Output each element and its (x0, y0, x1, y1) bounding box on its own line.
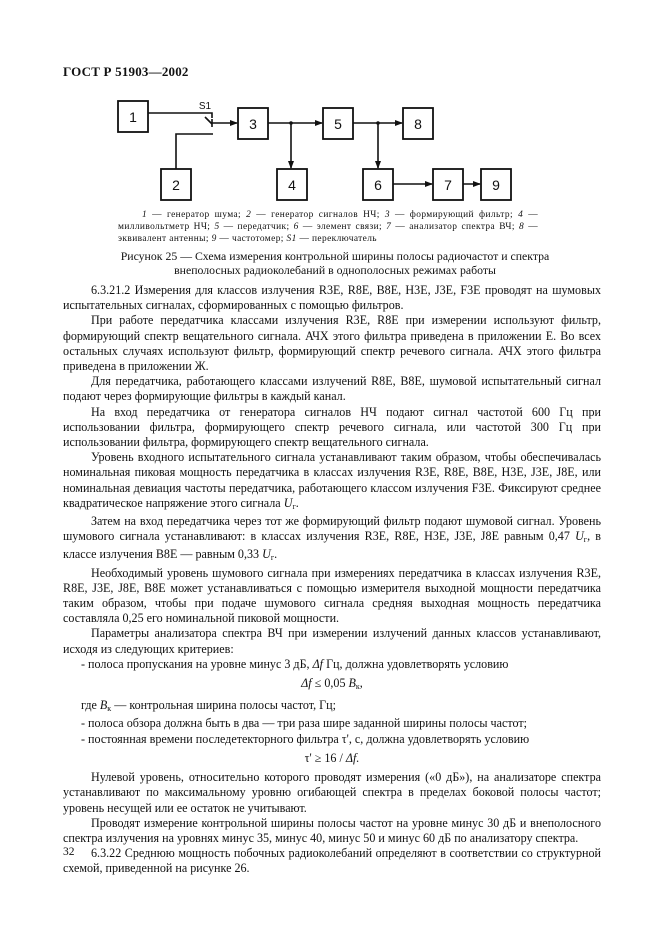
box-1-label: 1 (129, 109, 137, 125)
body-text (63, 283, 601, 877)
box-3-label: 3 (249, 116, 257, 132)
formula: τ' ≥ 16 / Δf. (304, 750, 360, 765)
block-diagram (0, 0, 661, 210)
paragraph: Параметры анализатора спектра ВЧ при измерении излучений данных классов устанавливают, исходя из следующих критериев: (63, 626, 601, 656)
box-7-label: 7 (444, 177, 452, 193)
box-2-label: 2 (172, 177, 180, 193)
list-item: - полоса пропускания на уровне минус 3 дБ, Δf Гц, должна удовлетворять условию (81, 656, 509, 671)
definition: где $B_к$ — контрольная ширина полосы частот, Гц; (81, 698, 336, 714)
box-9-label: 9 (492, 177, 500, 193)
list-item: - полоса обзора должна быть в два — три раза шире заданной ширины полосы частот; (81, 716, 528, 731)
paragraph: Необходимый уровень шумового сигнала при измерениях передатчика в классах излучения R3E, R8E, J3E, J8E, B8E может устанавливаться с помощью измерителя выходной мощности передатчика таким образом, чтобы при подаче шумового сигнала средняя выходная мощность передатчика составляла 0,25 его номинальной пиковой мощности. (63, 565, 601, 626)
page-number: 32 (63, 846, 75, 858)
box-6-label: 6 (374, 177, 382, 193)
paragraph: Затем на вход передатчика через тот же формирующий фильтр подают шумовой сигнал. Уровень шумового сигнала устанавливают: в классах излучения R3E, R8E, H3E, J3E, J8E равным 0,47 $U_г$, в классе излучения B8E — равным 0,33 $U_г$. (63, 514, 601, 563)
paragraph: 6.3.22 Среднюю мощность побочных радиоколебаний определяют в соответствии со структурной схемой, приведенной на рисунке 26. (63, 846, 601, 876)
box-8-label: 8 (414, 116, 422, 132)
switch-label: S1 (198, 101, 212, 112)
paragraph: Нулевой уровень, относительно которого проводят измерения («0 дБ»), на анализаторе спектра устанавливают по максимальному уровню огибающей спектра в пределах боковой полосы частот; уровень несущей или ее остаток не учитывают. (63, 770, 601, 815)
paragraph: Уровень входного испытательного сигнала устанавливают таким образом, чтобы обеспечивалась номинальная пиковая мощность передатчика в классах излучения R3E, R8E, B8E, H3E, J3E, J8E, или номинальная девиация частоты передатчика, работающего классом излучения F3E. Фиксируют среднее квадратическое напряжение этого сигнала $U_г$. (63, 450, 601, 511)
formula: Δf ≤ 0,05 $B_к$, (301, 676, 363, 692)
figure-legend: 1 — генератор шума; 2 — генератор сигналов НЧ; 3 — формирующий фильтр; 4 — милливольтметр НЧ; 5 — передатчик; 6 — элемент связи; 7 — анализатор спектра ВЧ; 8 — эквивалент антенны; 9 — частотомер; S1 — переключатель (118, 210, 538, 244)
paragraph: 6.3.21.2 Измерения для классов излучения R3E, R8E, B8E, H3E, J3E, F3E проводят на шумовых испытательных сигналах, сформированных с помощью фильтров. (63, 283, 601, 313)
document-header: ГОСТ Р 51903—2002 (63, 64, 189, 79)
paragraph: Для передатчика, работающего классами излучений R8E, B8E, шумовой испытательный сигнал подают через формирующие фильтры в каждый канал. (63, 374, 601, 404)
list-item: - постоянная времени последетекторного фильтра τ', с, должна удовлетворять условию (81, 731, 530, 746)
figure-caption: Рисунок 25 — Схема измерения контрольной ширины полосы радиочастот и спектра внеполосных радиоколебаний в однополосных режимах работы (120, 249, 550, 277)
box-5-label: 5 (334, 116, 342, 132)
paragraph: На вход передатчика от генератора сигналов НЧ подают сигнал частотой 600 Гц при использовании фильтра, формирующего спектр речевого сигнала, или частотой 300 Гц при использовании фильтра, формирующего спектр вещательного сигнала. (63, 404, 601, 450)
paragraph: При работе передатчика классами излучения R3E, R8E при измерении используют фильтр, формирующий спектр вещательного сигнала. АЧХ этого фильтра приведена в приложении Е. Во всех остальных случаях используют фильтр, формирующий спектр речевого сигнала. АЧХ этого фильтра приведена в приложении Ж. (63, 313, 601, 374)
paragraph: Проводят измерение контрольной ширины полосы частот на уровне минус 30 дБ и внеполосного спектра излучения на уровнях минус 35, минус 40, минус 50 и минус 60 дБ по анализатору спектра. (63, 815, 601, 845)
box-4-label: 4 (288, 177, 296, 193)
